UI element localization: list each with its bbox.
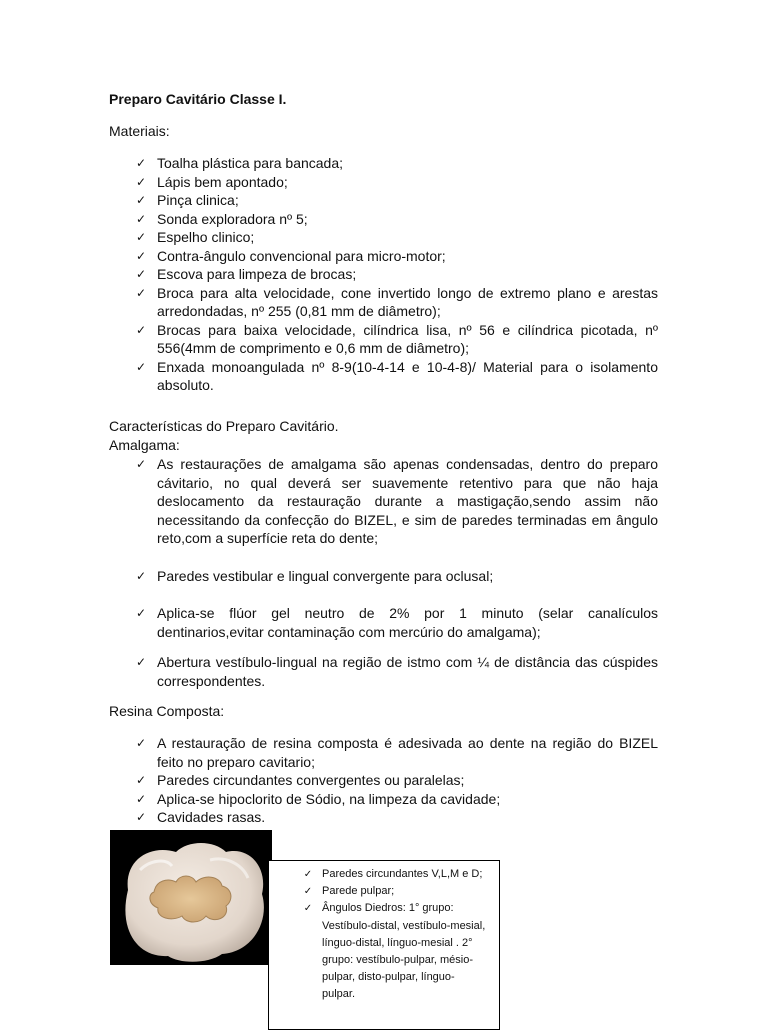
checkmark-icon: ✓ [135,773,147,787]
checkmark-icon: ✓ [135,810,147,824]
list-item: ✓ Enxada monoangulada nº 8-9(10-4-14 e 10-4-8)/ Material para o isolamento absoluto. [133,358,658,395]
list-item: ✓ Lápis bem apontado; [133,173,658,192]
checkmark-icon: ✓ [303,903,313,915]
checkmark-icon: ✓ [135,248,147,263]
amalgama-heading: Amalgama: [109,437,180,453]
list-item: ✓ Broca para alta velocidade, cone invertido longo de extremo plano e arestas arredondadas, nº 255 (0,81 mm de diâmetro); [133,284,658,321]
checkmark-icon: ✓ [135,606,147,620]
amalgama-list-4 [133,653,658,690]
list-item: ✓ Paredes vestibular e lingual convergente para oclusal; [133,567,658,586]
list-item: ✓ Espelho clinico; [133,228,658,247]
list-item: ✓ Sonda exploradora nº 5; [133,210,658,229]
checkmark-icon: ✓ [135,791,147,806]
checkmark-icon: ✓ [135,267,147,281]
checkmark-icon: ✓ [135,655,147,669]
box-list [300,866,486,1004]
checkmark-icon: ✓ [135,322,147,337]
checkmark-icon: ✓ [135,569,147,583]
tooth-occlusal-photo-icon [110,830,272,965]
amalgama-list [133,455,658,558]
list-item: ✓ Abertura vestíbulo-lingual na região de istmo com ¼ de distância das cúspides correspondentes. [133,653,658,690]
page-title: Preparo Cavitário Classe I. [109,91,287,107]
list-item: ✓ Toalha plástica para bancada; [133,154,658,173]
checkmark-icon: ✓ [135,457,147,471]
checkmark-icon: ✓ [135,174,147,189]
list-item: ✓ As restaurações de amalgama são apenas condensadas, dentro do preparo cávitario, no qual deverá ser suavemente retentivo para que não haja deslocamento da restauração durante a mastigação,sendo assim não necessitando da confecção do BIZEL, e sim de paredes terminadas em ângulo reto,com a superfície reta do dente; [133,455,658,548]
list-item: ✓ A restauração de resina composta é adesivada ao dente na região do BIZEL feito no preparo cavitario; [133,734,658,771]
list-item: ✓ Cavidades rasas. [133,808,658,827]
checkmark-icon: ✓ [303,869,313,880]
checkmark-icon: ✓ [135,230,147,244]
tooth-cavity [150,876,231,922]
list-item: ✓ Aplica-se hipoclorito de Sódio, na limpeza da cavidade; [133,790,658,809]
amalgama-list-2 [133,567,658,586]
list-item: ✓ Brocas para baixa velocidade, cilíndrica lisa, nº 56 e cilíndrica picotada, nº 556(4mm de comprimento e 0,6 mm de diâmetro); [133,321,658,358]
checkmark-icon: ✓ [135,359,147,374]
resina-list [133,734,658,827]
caracteristicas-heading: Características do Preparo Cavitário. [109,418,339,434]
list-item: ✓ Ângulos Diedros: 1° grupo: Vestíbulo-distal, vestíbulo-mesial, línguo-distal, línguo-mesial . 2° grupo: vestíbulo-pulpar, mésio-pulpar, disto-pulpar, línguo-pulpar. [300,900,486,1003]
checkmark-icon: ✓ [135,156,147,170]
list-item: ✓ Paredes circundantes V,L,M e D; [300,866,486,883]
list-item: ✓ Paredes circundantes convergentes ou paralelas; [133,771,658,790]
list-item: ✓ Parede pulpar; [300,883,486,900]
list-item: ✓ Contra-ângulo convencional para micro-motor; [133,247,658,266]
checkmark-icon: ✓ [135,736,147,750]
checkmark-icon: ✓ [135,211,147,226]
materiais-heading: Materiais: [109,123,170,139]
resina-heading: Resina Composta: [109,703,225,719]
amalgama-list-3 [133,604,658,641]
checkmark-icon: ✓ [303,886,313,898]
checkmark-icon: ✓ [135,285,147,300]
list-item: ✓ Pinça clinica; [133,191,658,210]
list-item: ✓ Aplica-se flúor gel neutro de 2% por 1 minuto (selar canalículos dentinarios,evitar contaminação com mercúrio do amalgama); [133,604,658,641]
list-item: ✓ Escova para limpeza de brocas; [133,265,658,284]
checkmark-icon: ✓ [135,193,147,207]
materiais-list [133,154,658,395]
tooth-illustration [110,830,272,965]
